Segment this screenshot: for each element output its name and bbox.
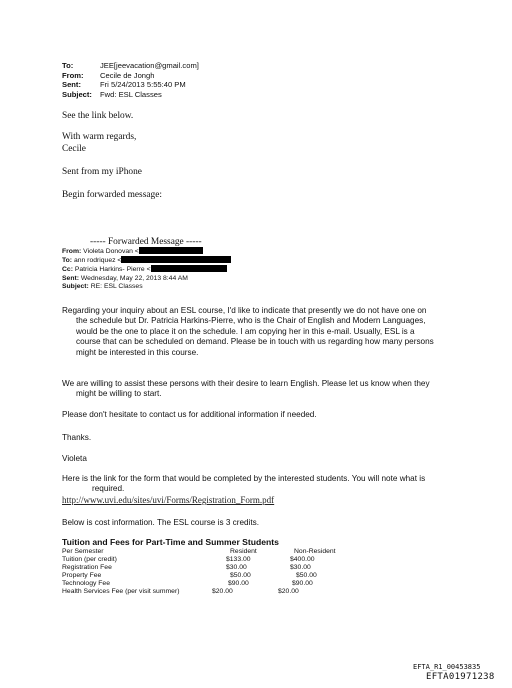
subject-label: Subject:	[62, 89, 92, 99]
fee-resident: $30.00	[226, 564, 247, 571]
body-line-see-link: See the link below.	[62, 111, 134, 121]
fwd-cc-label: Cc:	[62, 266, 73, 274]
subject-value: Fwd: ESL Classes	[100, 89, 162, 99]
table-row	[62, 580, 362, 588]
fwd-to-label: To:	[62, 257, 73, 265]
fee-resident: $20.00	[212, 588, 233, 595]
body-line-signature: Cecile	[62, 144, 86, 154]
footer-id-2: EFTA01971238	[426, 672, 495, 682]
body-line-regards: With warm regards,	[62, 132, 137, 142]
table-row	[62, 572, 362, 580]
table-row	[62, 556, 362, 564]
fee-resident: $90.00	[228, 580, 249, 587]
fees-col-per-semester: Per Semester	[62, 548, 104, 555]
message-signature: Violeta	[62, 454, 87, 463]
header-sent-row	[62, 80, 199, 90]
message-paragraph-1: Regarding your inquiry about an ESL course, I'd like to indicate that presently we do not have one on the schedule but Dr. Patricia Harkins-Pierre, who is the Chair of English and Modern Languages, would be the one to place it on the schedule. I am copying her in this e-mail. Usually, ESL is a course that can be scheduled on demand. Please be in touch with us regarding how many persons might be interested in this course.	[62, 306, 434, 357]
from-value: Cecile de Jongh	[100, 70, 155, 80]
fee-resident: $133.00	[226, 556, 251, 563]
sent-label: Sent:	[62, 80, 81, 90]
to-label: To:	[62, 61, 74, 70]
fee-nonresident: $30.00	[290, 564, 311, 571]
forwarded-divider: ----- Forwarded Message -----	[90, 237, 202, 247]
message-paragraph-6: Here is the link for the form that would be completed by the interested students. You will note what is required.	[62, 474, 426, 494]
fwd-subject-label: Subject:	[62, 282, 89, 290]
redaction-bar	[139, 247, 203, 254]
fwd-to-value: ann rodriquez <	[73, 257, 122, 265]
fee-label: Health Services Fee (per visit summer)	[62, 588, 180, 595]
footer-id-1: EFTA_R1_00453835	[413, 663, 481, 671]
fwd-sent-row	[62, 275, 231, 283]
forwarded-header	[62, 247, 231, 291]
message-paragraph-2: We are willing to assist these persons with their desire to learn English. Please let us know when they might be willing to start.	[62, 379, 430, 399]
redaction-bar	[151, 265, 227, 272]
body-line-begin-forwarded: Begin forwarded message:	[62, 190, 162, 200]
fees-col-non-resident: Non-Resident	[294, 548, 336, 555]
fwd-sent-value: Wednesday, May 22, 2013 8:44 AM	[80, 274, 188, 282]
fees-table-header	[62, 548, 362, 556]
redaction-bar	[121, 256, 231, 263]
header-from-row	[62, 71, 199, 81]
fwd-to-row	[62, 256, 231, 265]
fwd-cc-row	[62, 265, 231, 274]
fee-nonresident: $90.00	[292, 580, 313, 587]
header-to-row	[62, 61, 199, 71]
fee-nonresident: $20.00	[278, 588, 299, 595]
fwd-cc-value: Patricia Harkins- Pierre <	[74, 266, 151, 274]
to-value: JEE[jeevacation@gmail.com]	[100, 61, 199, 70]
registration-form-link[interactable]: http://www.uvi.edu/sites/uvi/Forms/Registration_Form.pdf	[62, 495, 275, 505]
fees-table	[62, 548, 362, 596]
fwd-subject-value: RE: ESL Classes	[90, 282, 143, 290]
fwd-from-row	[62, 247, 231, 256]
fee-label: Tuition (per credit)	[62, 556, 117, 563]
fees-table-title: Tuition and Fees for Part-Time and Summer Students	[62, 537, 279, 547]
email-header	[62, 61, 199, 99]
fee-nonresident: $400.00	[290, 556, 315, 563]
fee-label: Property Fee	[62, 572, 102, 579]
table-row	[62, 588, 362, 596]
table-row	[62, 564, 362, 572]
fwd-sent-label: Sent:	[62, 274, 79, 282]
message-thanks: Thanks.	[62, 433, 92, 442]
sent-value: Fri 5/24/2013 5:55:40 PM	[100, 80, 186, 90]
message-paragraph-3: Please don't hesitate to contact us for additional information if needed.	[62, 410, 317, 419]
fee-label: Technology Fee	[62, 580, 110, 587]
body-line-sent-from: Sent from my iPhone	[62, 167, 142, 177]
fee-resident: $50.00	[230, 572, 251, 579]
fee-nonresident: $50.00	[296, 572, 317, 579]
message-cost-info: Below is cost information. The ESL course is 3 credits.	[62, 518, 260, 527]
fwd-from-label: From:	[62, 248, 82, 255]
fees-col-resident: Resident	[230, 548, 257, 555]
fwd-from-value: Violeta Donovan <	[83, 248, 139, 255]
fee-label: Registration Fee	[62, 564, 112, 571]
fwd-subject-row	[62, 283, 231, 291]
from-label: From:	[62, 70, 84, 80]
header-subject-row	[62, 90, 199, 100]
